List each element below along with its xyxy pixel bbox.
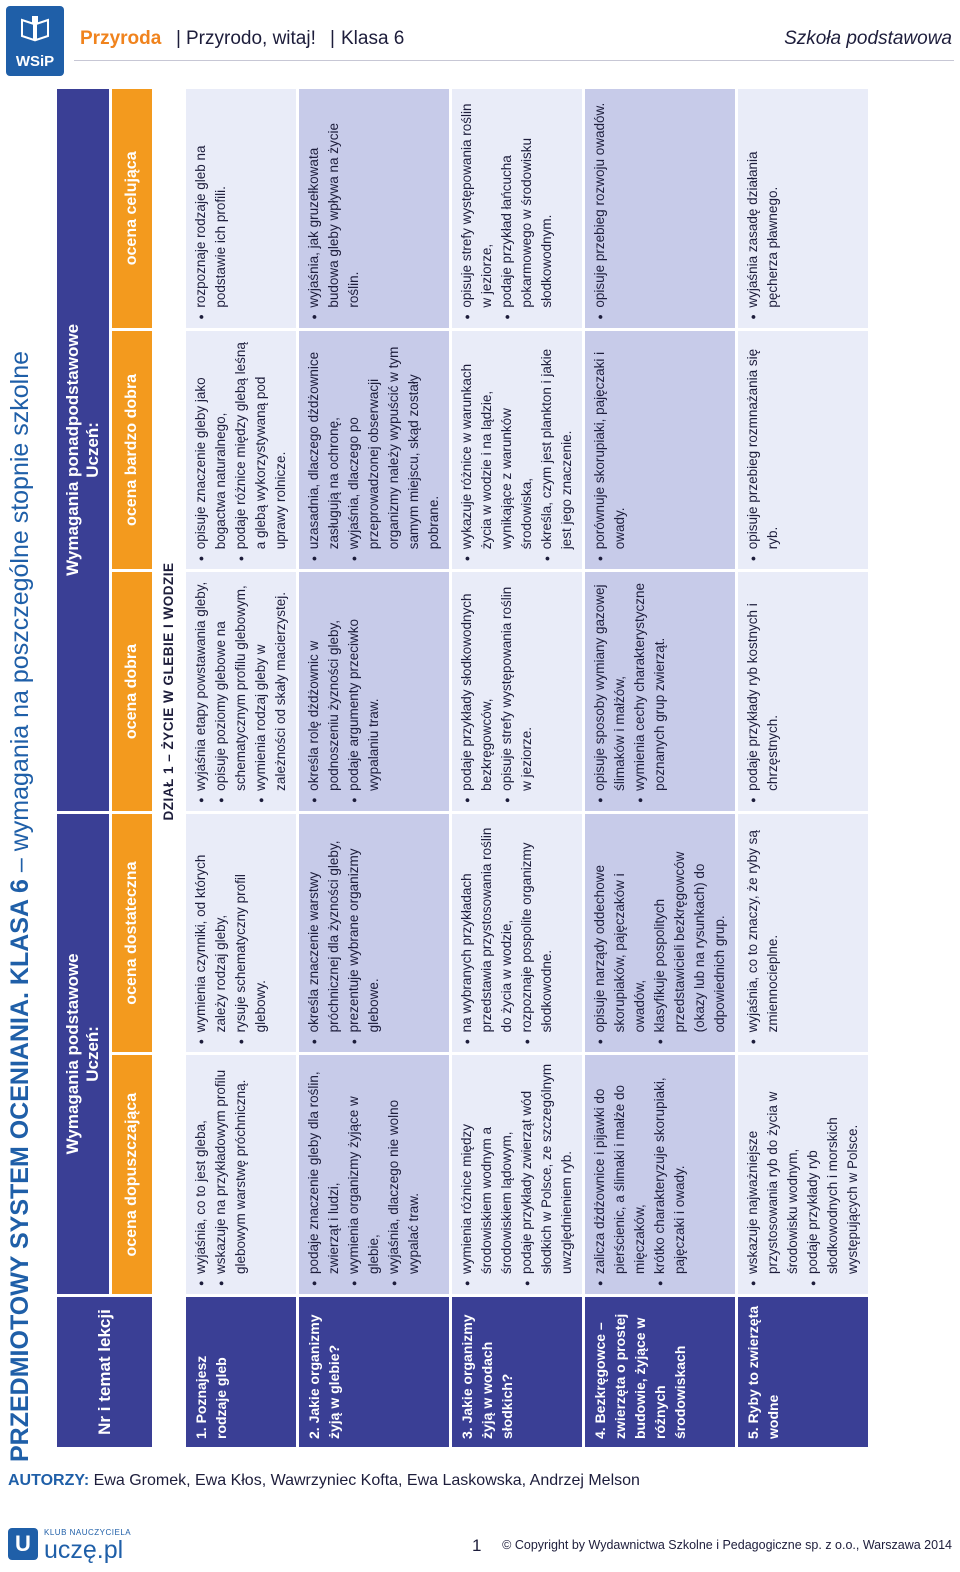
basic-requirements-header: [57, 814, 109, 1294]
requirement-item: ● rysuje schematyczny profil glebowy.: [231, 822, 271, 1045]
grade-header: ocena dobra: [112, 572, 152, 811]
requirement-list: [191, 580, 291, 803]
requirement-item: ● podaje przykłady ryb słodkowodnych i morskich występujących w Polsce.: [803, 1063, 863, 1286]
grade-name: Klasa 6: [341, 28, 405, 49]
requirement-item: ● rozpoznaje rodzaje gleb na podstawie ich profili.: [191, 97, 231, 320]
advanced-title: Wymagania ponadpodstawowe: [63, 323, 82, 576]
school-type: Szkoła podstawowa: [784, 28, 952, 49]
logo-text: WSiP: [15, 53, 55, 70]
requirement-list: [191, 97, 231, 320]
requirement-item: ● rozpoznaje pospolite organizmy słodkowodne.: [517, 822, 557, 1045]
wsip-logo: [6, 6, 64, 76]
lesson-title: 4. Bezkręgowce – zwierzęta o prostej budowie, żyjące w różnych środowiskach: [585, 1297, 735, 1447]
basic-subtitle: Uczeń:: [83, 1026, 102, 1082]
grade-header: ocena bardzo dobra: [112, 331, 152, 570]
requirement-item: ● określa znaczenie warstwy próchnicznej dla żyzności gleby,: [304, 822, 344, 1045]
requirement-item: ● wyjaśnia, dlaczego nie wolno wypalać traw.: [384, 1063, 424, 1286]
requirement-list: [457, 580, 537, 803]
requirement-item: ● wymienia organizmy żyjące w glebie,: [344, 1063, 384, 1286]
requirement-list: [191, 1063, 251, 1286]
requirement-cell: [738, 572, 868, 811]
requirement-cell: [738, 331, 868, 570]
lesson-title: 2. Jakie organizmy żyją w glebie?: [299, 1297, 449, 1447]
requirement-item: ● wyjaśnia zasadę działania pęcherza pławnego.: [743, 97, 783, 320]
requirement-cell: [585, 331, 735, 570]
requirement-cell: [186, 814, 296, 1053]
requirement-list: [590, 1063, 690, 1286]
requirement-item: ● uzasadnia, dlaczego dżdżownice zasługują na ochronę,: [304, 339, 344, 562]
logo-club-text: KLUB NAUCZYCIELA: [44, 1528, 132, 1537]
requirement-item: ● wskazuje na przykładowym profilu glebowym warstwę próchniczną.: [211, 1063, 251, 1286]
requirement-cell: [585, 814, 735, 1053]
book-icon: [20, 16, 50, 42]
requirement-list: [457, 822, 557, 1045]
requirement-item: ● podaje różnice między glebą leśną a glebą wykorzystywaną pod uprawy rolnicze.: [231, 339, 291, 562]
requirement-list: [191, 822, 271, 1045]
table-row: [452, 89, 582, 1447]
requirement-list: [304, 822, 384, 1045]
requirement-list: [743, 580, 783, 803]
document-title: [0, 82, 40, 1462]
requirement-item: ● krótko charakteryzuje skorupiaki, pajęczaki i owady.: [650, 1063, 690, 1286]
requirement-list: [590, 339, 630, 562]
page-header: [0, 0, 960, 84]
requirement-item: ● wyjaśnia, co to znaczy, że ryby są zmiennocieplne.: [743, 822, 783, 1045]
requirement-list: [304, 580, 384, 803]
table-row: [299, 89, 449, 1447]
requirement-item: ● zalicza dżdżownice i pijawki do pierścienic, a ślimaki i małże do mięczaków,: [590, 1063, 650, 1286]
advanced-requirements-header: [57, 89, 109, 811]
requirement-cell: [452, 89, 582, 328]
table-row: [738, 89, 868, 1447]
requirement-list: [743, 97, 783, 320]
copyright-notice: © Copyright by Wydawnictwa Szkolne i Pedagogiczne sp. z o.o., Warszawa 2014: [502, 1538, 952, 1552]
requirement-item: ● wymienia rodzaj gleby w zależności od skały macierzystej.: [251, 580, 291, 803]
advanced-subtitle: Uczeń:: [83, 422, 102, 478]
requirement-list: [590, 97, 610, 320]
requirements-table: [54, 86, 950, 1450]
requirement-cell: [299, 89, 449, 328]
basic-title: Wymagania podstawowe: [63, 953, 82, 1155]
requirement-list: [457, 339, 577, 562]
requirement-list: [590, 580, 670, 803]
lesson-title: 3. Jakie organizmy żyją w wodach słodkich?: [452, 1297, 582, 1447]
requirement-cell: [299, 572, 449, 811]
requirement-item: ● wyjaśnia, jak gruzełkowata budowa gleby wpływa na życie roślin.: [304, 97, 364, 320]
requirement-cell: [299, 1055, 449, 1294]
header-divider: [74, 60, 954, 61]
requirement-item: ● wymienia różnice między środowiskiem wodnym a środowiskiem lądowym,: [457, 1063, 517, 1286]
requirement-list: [743, 339, 783, 562]
series-name: Przyrodo, witaj!: [186, 28, 316, 49]
requirement-cell: [186, 1055, 296, 1294]
logo-site-name: uczę.pl: [44, 1536, 124, 1564]
requirement-cell: [186, 572, 296, 811]
requirement-item: ● wymienia cechy charakterystyczne poznanych grup zwierząt.: [630, 580, 670, 803]
requirement-list: [304, 339, 444, 562]
requirement-item: ● wyjaśnia, co to jest gleba,: [191, 1063, 211, 1286]
requirement-cell: [452, 331, 582, 570]
requirement-cell: [452, 572, 582, 811]
requirement-list: [743, 1063, 863, 1286]
separator: |: [176, 28, 181, 49]
requirement-item: ● opisuje strefy występowania roślin w jeziorze.: [497, 580, 537, 803]
title-sub: wymagania na poszczególne stopnie szkolne: [6, 350, 34, 852]
requirement-item: ● wyjaśnia etapy powstawania gleby,: [191, 580, 211, 803]
grade-header: ocena dostateczna: [112, 814, 152, 1053]
section-header: DZIAŁ 1 – ŻYCIE W GLEBIE I WODZIE: [155, 89, 183, 1294]
requirement-item: ● określa rolę dżdżownic w podnoszeniu żyzności gleby,: [304, 580, 344, 803]
requirement-item: ● klasyfikuje pospolitych przedstawicieli bezkręgowców (okazy lub na rysunkach) do odpowiednich grup.: [650, 822, 730, 1045]
requirement-item: ● na wybranych przykładach przedstawia przystosowania roślin do życia w wodzie,: [457, 822, 517, 1045]
requirement-item: ● podaje przykłady zwierząt wód słodkich w Polsce, ze szczególnym uwzględnieniem ryb.: [517, 1063, 577, 1286]
separator: |: [330, 28, 335, 49]
grade-header: ocena dopuszczająca: [112, 1055, 152, 1294]
requirement-item: ● opisuje strefy występowania roślin w jeziorze,: [457, 97, 497, 320]
requirement-cell: [186, 89, 296, 328]
requirement-cell: [186, 331, 296, 570]
page-number: 1: [472, 1536, 482, 1555]
requirement-cell: [738, 814, 868, 1053]
requirement-item: ● podaje znaczenie gleby dla roślin, zwierząt i ludzi,: [304, 1063, 344, 1286]
requirement-cell: [738, 1055, 868, 1294]
requirement-item: ● podaje argumenty przeciwko wypalaniu traw.: [344, 580, 384, 803]
authors-line: [8, 1472, 640, 1490]
table-row: [186, 89, 296, 1447]
authors-label: AUTORZY:: [8, 1472, 90, 1489]
requirement-cell: [299, 331, 449, 570]
requirement-item: ● porównuje skorupiaki, pajęczaki i owady.: [590, 339, 630, 562]
requirement-list: [457, 97, 557, 320]
requirement-cell: [452, 1055, 582, 1294]
requirement-item: ● opisuje sposoby wymiany gazowej ślimaków i małżów,: [590, 580, 630, 803]
ucze-logo: [8, 1528, 158, 1564]
requirement-item: ● prezentuje wybrane organizmy glebowe.: [344, 822, 384, 1045]
requirement-item: ● opisuje znaczenie gleby jako bogactwa naturalnego,: [191, 339, 231, 562]
requirement-cell: [452, 814, 582, 1053]
requirement-item: ● określa, czym jest plankton i jakie jest jego znaczenie.: [537, 339, 577, 562]
requirement-list: [590, 822, 730, 1045]
requirement-item: ● opisuje poziomy glebowe na schematycznym profilu glebowym,: [211, 580, 251, 803]
requirement-cell: [585, 1055, 735, 1294]
requirement-cell: [738, 89, 868, 328]
lesson-title: 5. Ryby to zwierzęta wodne: [738, 1297, 868, 1447]
requirement-cell: [299, 814, 449, 1053]
logo-mark-icon: U: [8, 1528, 38, 1560]
lesson-header: Nr i temat lekcji: [57, 1297, 152, 1447]
requirement-item: ● podaje przykłady ryb kostnych i chrzęstnych.: [743, 580, 783, 803]
requirement-item: ● wskazuje najważniejsze przystosowania ryb do życia w środowisku wodnym,: [743, 1063, 803, 1286]
grade-header: ocena celująca: [112, 89, 152, 328]
requirement-cell: [585, 89, 735, 328]
requirement-item: ● opisuje przebieg rozmnażania się ryb.: [743, 339, 783, 562]
table-row: [585, 89, 735, 1447]
subject-name: Przyroda: [80, 28, 162, 49]
requirement-item: ● wykazuje różnice w warunkach życia w wodzie i na lądzie, wynikające z warunków środowiska,: [457, 339, 537, 562]
requirement-item: ● podaje przykłady słodkowodnych bezkręgowców,: [457, 580, 497, 803]
requirement-list: [304, 97, 364, 320]
requirement-list: [457, 1063, 577, 1286]
requirement-item: ● wyjaśnia, dlaczego po przeprowadzonej obserwacji organizmy należy wypuścić w tym samym miejscu, skąd zostały pobrane.: [344, 339, 444, 562]
requirement-list: [304, 1063, 424, 1286]
authors-names: Ewa Gromek, Ewa Kłos, Wawrzyniec Kofta, Ewa Laskowska, Andrzej Melson: [93, 1472, 640, 1489]
requirement-cell: [585, 572, 735, 811]
requirement-item: ● opisuje narządy oddechowe skorupiaków, pajęczaków i owadów,: [590, 822, 650, 1045]
title-dash: –: [6, 851, 34, 880]
title-main: PRZEDMIOTOWY SYSTEM OCENIANIA. KLASA 6: [6, 879, 34, 1462]
requirement-item: ● opisuje przebieg rozwoju owadów.: [590, 97, 610, 320]
requirement-item: ● podaje przykład łańcucha pokarmowego w środowisku słodkowodnym.: [497, 97, 557, 320]
lesson-title: 1. Poznajesz rodzaje gleb: [186, 1297, 296, 1447]
requirement-item: ● wymienia czynniki, od których zależy rodzaj gleby,: [191, 822, 231, 1045]
requirement-list: [743, 822, 783, 1045]
requirement-list: [191, 339, 291, 562]
